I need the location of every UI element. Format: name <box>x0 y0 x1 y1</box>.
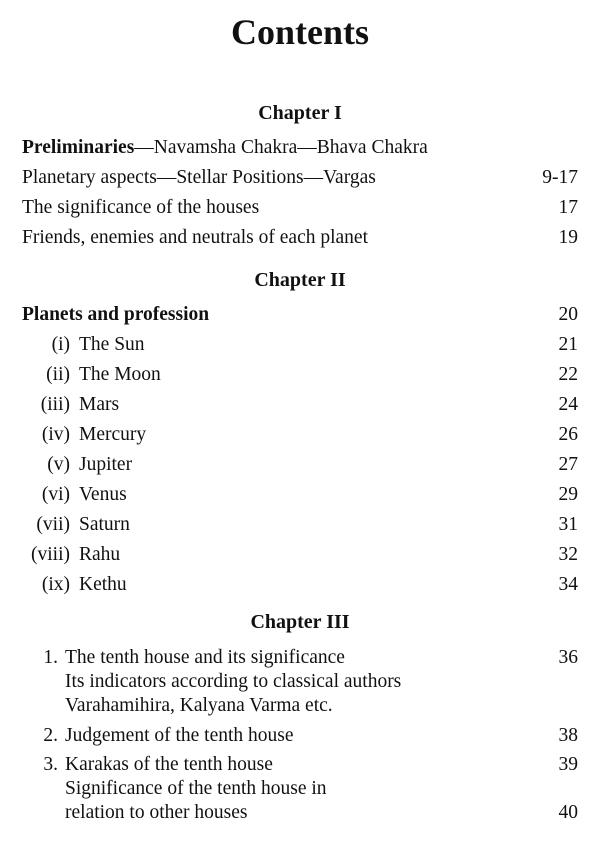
toc-entry: Planets and profession <box>22 304 210 325</box>
page-number: 31 <box>558 514 578 535</box>
toc-entry: Judgement of the tenth house <box>65 725 294 746</box>
toc-entry: Its indicators according to classical authors <box>65 671 402 692</box>
page-number: 29 <box>558 484 578 505</box>
item-number: 1. <box>43 647 58 668</box>
item-number: (viii) <box>31 544 70 565</box>
item-number: (i) <box>51 334 70 355</box>
toc-entry: The Moon <box>79 364 161 385</box>
page-number: 26 <box>558 424 578 445</box>
toc-entry: Friends, enemies and neutrals of each planet <box>22 227 369 248</box>
page-number: 19 <box>558 227 578 248</box>
toc-entry: Jupiter <box>79 454 133 475</box>
page-number: 27 <box>558 454 578 475</box>
toc-entry: The tenth house and its significance <box>65 647 345 668</box>
page-number: 38 <box>558 725 578 746</box>
page-number: 32 <box>558 544 578 565</box>
page-number: 22 <box>558 364 578 385</box>
toc-entry: Varahamihira, Kalyana Varma etc. <box>65 695 333 716</box>
item-number: 3. <box>43 754 58 775</box>
toc-entry: Venus <box>79 484 127 505</box>
toc-entry: relation to other houses <box>65 802 248 823</box>
toc-entry: Mars <box>79 394 120 415</box>
chapter-heading: Chapter II <box>254 269 346 291</box>
toc-entry: Planetary aspects—Stellar Positions—Vargas <box>22 167 376 188</box>
toc-entry <box>22 137 428 159</box>
entry-text: —Navamsha Chakra—Bhava Chakra <box>134 137 428 158</box>
chapter-heading: Chapter I <box>258 102 342 124</box>
toc-entry: Rahu <box>79 544 121 565</box>
toc-entry: Mercury <box>79 424 147 445</box>
entry-bold-text: Preliminaries <box>22 137 135 158</box>
page-number: 17 <box>558 197 578 218</box>
toc-entry: Kethu <box>79 574 127 595</box>
item-number: (v) <box>47 454 70 475</box>
chapter-heading: Chapter III <box>250 611 350 633</box>
page-number: 40 <box>558 802 578 823</box>
item-number: 2. <box>43 725 58 746</box>
item-number: (vii) <box>36 514 70 535</box>
page-number: 20 <box>558 304 578 325</box>
item-number: (iv) <box>41 424 70 445</box>
toc-entry: Significance of the tenth house in <box>65 778 327 799</box>
page-number: 39 <box>558 754 578 775</box>
item-number: (vi) <box>41 484 70 505</box>
toc-entry: Saturn <box>79 514 130 535</box>
item-number: (ii) <box>46 364 70 385</box>
page-number: 9-17 <box>542 167 578 188</box>
page-number: 36 <box>558 647 578 668</box>
page-number: 34 <box>558 574 578 595</box>
page-number: 21 <box>558 334 578 355</box>
item-number: (iii) <box>40 394 70 415</box>
page-title: Contents <box>230 12 369 52</box>
item-number: (ix) <box>41 574 70 595</box>
toc-entry: The significance of the houses <box>22 197 260 218</box>
toc-entry: Karakas of the tenth house <box>65 754 273 775</box>
toc-entry: The Sun <box>79 334 145 355</box>
page-number: 24 <box>558 394 578 415</box>
